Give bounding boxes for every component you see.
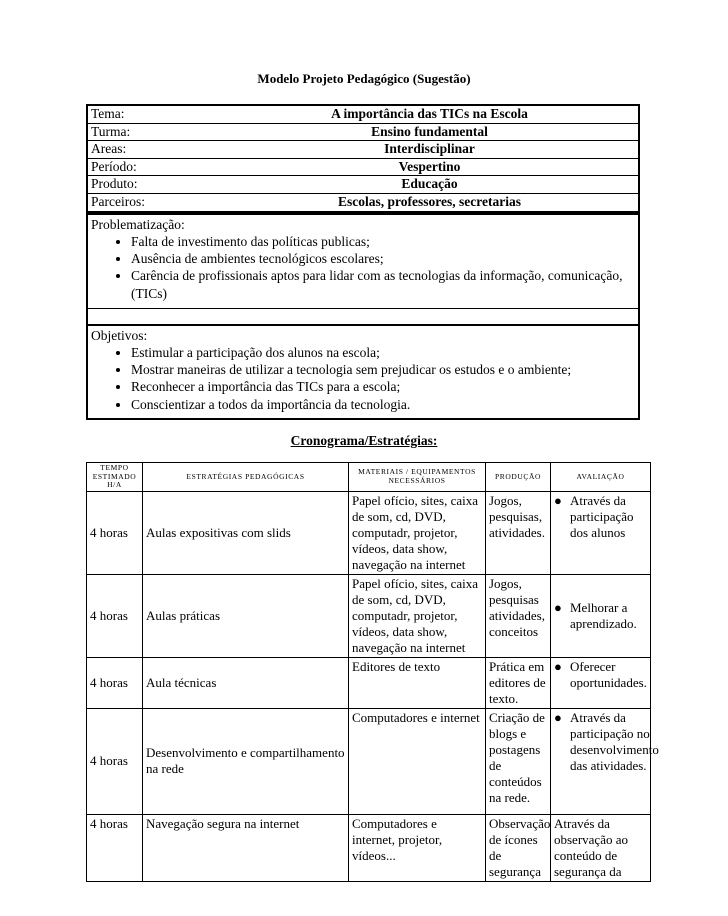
problematizacao-box (86, 213, 640, 326)
cell-avaliacao: Através da observação ao conteúdo de segurança da (551, 814, 651, 881)
list-item: • Mostrar maneiras de utilizar a tecnologia sem prejudicar os estudos e o ambiente; (131, 361, 638, 378)
cell-avaliacao (551, 574, 651, 657)
info-row-turma (88, 124, 638, 142)
cell-tempo: 4 horas (87, 657, 143, 708)
header-materiais: MATERIAIS / EQUIPAMENTOS NECESSÁRIOS (349, 463, 486, 492)
bullet-icon: ● (554, 492, 562, 508)
cell-estrategia: Desenvolvimento e compartilhamento na rede (143, 708, 349, 814)
problematizacao-list (88, 233, 638, 302)
bullet-icon: ● (554, 599, 562, 615)
info-row-tema (88, 106, 638, 124)
list-item: • Conscientizar a todos da importância da tecnologia. (131, 396, 638, 413)
cell-materiais: Papel ofício, sites, caixa de som, cd, DVD, computadr, projetor, vídeos, data show, navegação na internet (349, 491, 486, 574)
bullet-icon: ● (554, 658, 562, 674)
table-row (87, 814, 651, 881)
info-label: Tema: (91, 106, 125, 121)
info-label: Produto: (91, 176, 138, 192)
table-header-row (87, 463, 651, 492)
info-label: Turma: (91, 123, 131, 139)
objetivos-list (88, 344, 638, 413)
cell-avaliacao-text: Melhorar a aprendizado. (570, 599, 637, 631)
cell-producao: Observação de ícones de segurança (486, 814, 551, 881)
cronograma-title: Cronograma/Estratégias: (290, 433, 438, 448)
bullet-icon: ● (554, 709, 562, 725)
cell-estrategia: Navegação segura na internet (143, 814, 349, 881)
cell-avaliacao (551, 657, 651, 708)
objetivos-box (86, 324, 640, 420)
header-producao: PRODUÇÃO (486, 463, 551, 492)
objetivos-heading: Objetivos: (91, 328, 148, 343)
cronograma-table (86, 462, 659, 882)
box-divider (88, 308, 638, 324)
info-row-parceiros (88, 194, 638, 211)
header-tempo: TEMPO ESTIMADO H/A (87, 463, 143, 492)
info-row-produto (88, 176, 638, 194)
info-row-periodo (88, 159, 638, 177)
info-label: Areas: (91, 141, 127, 157)
list-item: • Reconhecer a importância das TICs para a escola; (131, 378, 638, 395)
list-item: • Falta de investimento das políticas publicas; (131, 233, 638, 250)
document-title: Modelo Projeto Pedagógico (Sugestão) (257, 71, 471, 86)
info-value: Ensino fundamental (371, 123, 488, 139)
cell-tempo: 4 horas (87, 814, 143, 881)
cell-materiais: Editores de texto (349, 657, 486, 708)
cell-estrategia: Aula técnicas (143, 657, 349, 708)
cell-materiais: Papel ofício, sites, caixa de som, cd, DVD, computadr, projetor, vídeos, data show, navegação na internet (349, 574, 486, 657)
cell-tempo: 4 horas (87, 708, 143, 814)
table-row (87, 574, 651, 657)
project-info-table (86, 104, 640, 213)
cell-materiais: Computadores e internet (349, 708, 486, 814)
header-avaliacao: AVALIAÇÃO (551, 463, 651, 492)
table-row (87, 708, 651, 814)
cell-avaliacao-text: Oferecer oportunidades. (570, 658, 647, 690)
cell-producao: Jogos, pesquisas, atividades. (486, 491, 551, 574)
cell-tempo: 4 horas (87, 574, 143, 657)
info-row-areas (88, 141, 638, 159)
cell-avaliacao (551, 708, 659, 814)
info-value: Escolas, professores, secretarias (338, 193, 521, 209)
cell-avaliacao-text: Através da participação dos alunos (570, 492, 634, 540)
info-value: Vespertino (398, 158, 461, 174)
table-row (87, 491, 651, 574)
info-label: Período: (91, 158, 137, 174)
cell-avaliacao (551, 491, 651, 574)
info-value: Interdisciplinar (384, 141, 475, 157)
cell-avaliacao-text: Através da participação no desenvolvimento das atividades. (570, 709, 659, 773)
list-item: • Carência de profissionais aptos para lidar com as tecnologias da informação, comunicação, (TICs) (131, 267, 638, 301)
cell-producao: Criação de blogs e postagens de conteúdos na rede. (486, 708, 551, 814)
info-value: Educação (401, 176, 458, 192)
cell-tempo: 4 horas (87, 491, 143, 574)
cell-producao: Prática em editores de texto. (486, 657, 551, 708)
info-label: Parceiros: (91, 193, 145, 209)
cell-materiais: Computadores e internet, projetor, vídeos... (349, 814, 486, 881)
cell-producao: Jogos, pesquisas atividades, conceitos (486, 574, 551, 657)
info-value: A importância das TICs na Escola (331, 106, 528, 121)
problematizacao-heading: Problematização: (91, 217, 185, 232)
cell-estrategia: Aulas práticas (143, 574, 349, 657)
list-item: • Ausência de ambientes tecnológicos escolares; (131, 250, 638, 267)
header-estrategias: ESTRATÉGIAS PEDAGÓGICAS (143, 463, 349, 492)
cell-estrategia: Aulas expositivas com slids (143, 491, 349, 574)
table-row (87, 657, 651, 708)
list-item: • Estimular a participação dos alunos na escola; (131, 344, 638, 361)
